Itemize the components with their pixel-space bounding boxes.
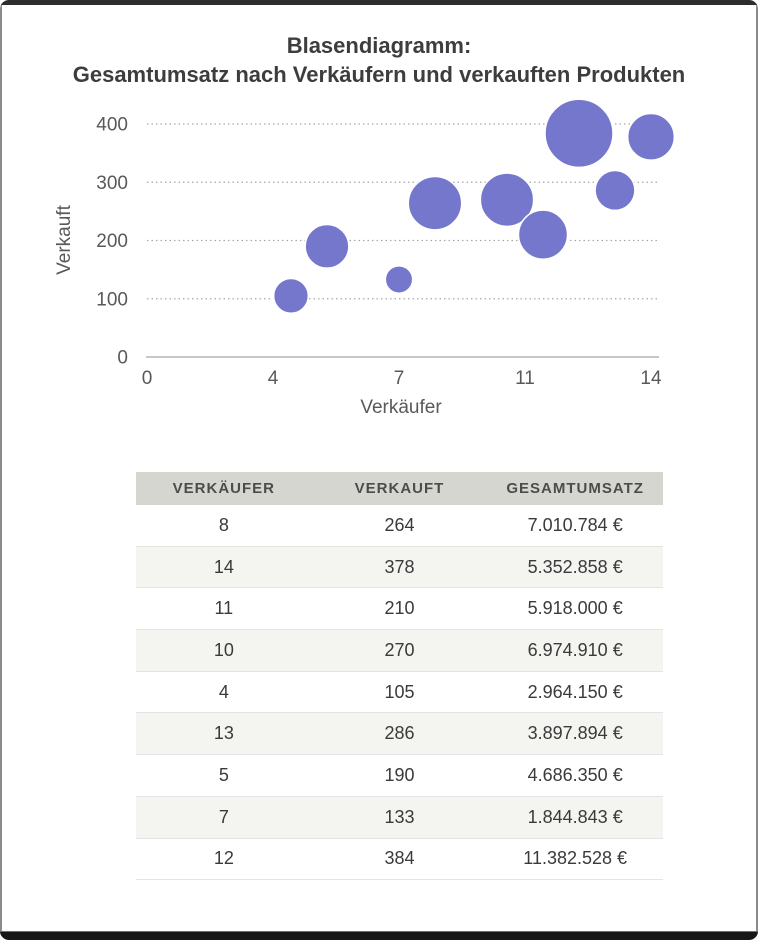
table-cell: 105 (312, 671, 488, 713)
y-tick-label: 300 (96, 172, 128, 194)
chart-title-line1: Blasendiagramm: (286, 33, 472, 58)
table-cell: 4 (136, 671, 312, 713)
table-cell: 7 (136, 796, 312, 838)
table-row (136, 838, 663, 880)
x-tick-label: 11 (515, 368, 535, 389)
column-header: VERKÄUFER (136, 472, 312, 505)
table-cell: 270 (312, 630, 488, 672)
bubble-point (305, 225, 349, 269)
data-table (136, 472, 663, 880)
table-row (136, 546, 663, 588)
table-row (136, 630, 663, 672)
table-cell: 8 (218, 514, 229, 535)
table-cell: 4.686.350 € (487, 755, 663, 797)
bubble-point (595, 171, 635, 211)
y-tick-label: 200 (96, 231, 128, 252)
table-row (136, 713, 663, 755)
bubble-point (274, 278, 309, 313)
bubble-point (518, 210, 567, 259)
bubble-point (408, 177, 461, 230)
column-header: GESAMTUMSATZ (487, 472, 663, 505)
table-cell: 5.352.858 € (487, 546, 663, 588)
table-cell: 210 (312, 588, 488, 630)
table-row (136, 505, 663, 546)
x-axis-title: Verkäufer (360, 397, 442, 418)
column-header: VERKAUFT (312, 472, 488, 505)
table-cell: 378 (312, 546, 488, 588)
table-cell: 13 (136, 713, 312, 755)
chart-title (0, 31, 758, 89)
table-cell: 7.010.784 € (527, 514, 623, 535)
bubble-point (545, 99, 613, 167)
x-tick-label: 0 (141, 368, 153, 389)
x-tick-label: 7 (393, 368, 405, 389)
table-cell: 11.382.528 € (487, 838, 663, 880)
table-cell: 12 (136, 838, 312, 880)
card-left-border (0, 0, 2, 940)
table-cell: 2.964.150 € (487, 671, 663, 713)
y-tick-label: 0 (117, 347, 128, 369)
y-tick-label: 100 (96, 289, 128, 311)
table-cell: 1.844.843 € (487, 796, 663, 838)
table-cell: 10 (136, 630, 312, 672)
top-dark-strip (0, 0, 758, 5)
table-cell: 5 (136, 755, 312, 797)
table-row (136, 671, 663, 713)
table-cell: 6.974.910 € (487, 630, 663, 672)
bubble-point (385, 266, 412, 293)
bubble-point (628, 113, 675, 160)
chart-title-line2: Gesamtumsatz nach Verkäufern und verkauften Produkten (72, 62, 686, 87)
table-cell: 384 (312, 838, 488, 880)
table-cell: 190 (312, 755, 488, 797)
table-cell: 286 (312, 713, 488, 755)
table-body (136, 505, 663, 880)
table-row (136, 755, 663, 797)
table-cell: 264 (384, 514, 415, 535)
table-cell: 133 (312, 796, 488, 838)
table-cell: 14 (136, 546, 312, 588)
y-axis-title: Verkauft (54, 205, 75, 275)
table-cell: 5.918.000 € (487, 588, 663, 630)
table-header-row (136, 472, 663, 505)
y-tick-label: 400 (96, 114, 128, 136)
table-cell: 11 (136, 588, 312, 630)
bottom-dark-strip (0, 931, 758, 940)
table-cell: 3.897.894 € (487, 713, 663, 755)
table-row (136, 796, 663, 838)
x-tick-label: 14 (640, 368, 662, 389)
x-tick-label: 4 (267, 368, 279, 389)
table-row (136, 588, 663, 630)
